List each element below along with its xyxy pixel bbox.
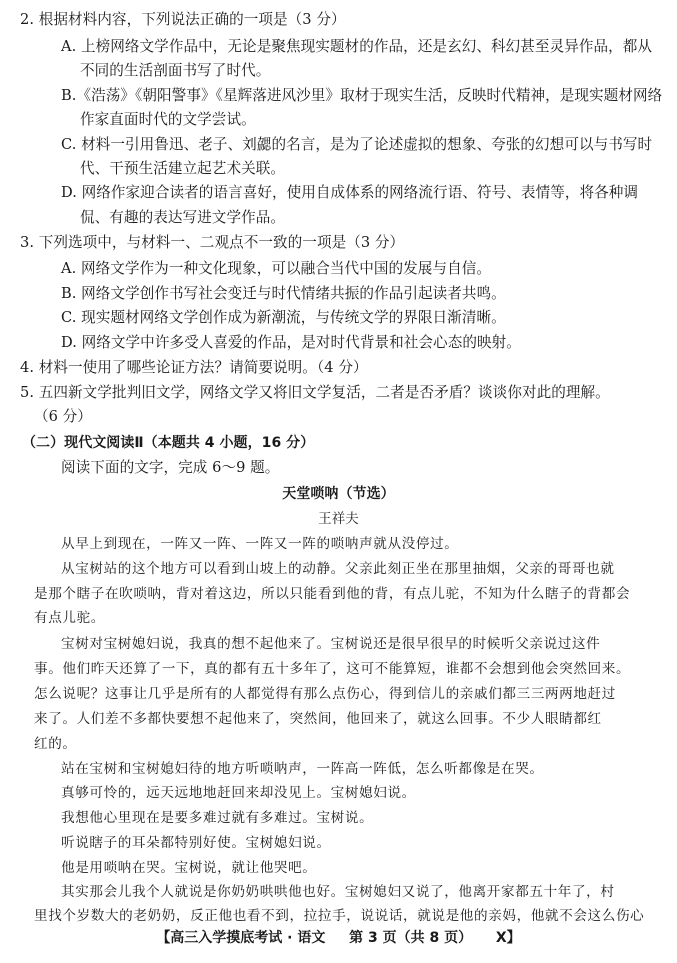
question-2-option-b-cont: 作家直面时代的文学尝试。 [80, 111, 256, 128]
article-line: 有点儿驼。 [34, 610, 105, 626]
question-3-option-b: B. 网络文学创作书写社会变迁与时代情绪共振的作品引起读者共鸣。 [61, 285, 506, 302]
article-line: 来了。人们差不多都快要想不起他来了，突然间，他回来了，就这么回事。不少人眼睛都红 [34, 711, 602, 727]
article-line: 听说瞎子的耳朵都特别好使。宝树媳妇说。 [61, 835, 331, 851]
question-2-stem: 2. 根据材料内容，下列说法正确的一项是（3 分） [20, 11, 346, 28]
question-2-option-b: B.《浩荡》《朝阳警事》《星辉落进风沙里》取材于现实生活，反映时代精神，是现实题材网络 [61, 87, 663, 104]
article-line: 他是用唢呐在哭。宝树说，就让他哭吧。 [61, 860, 317, 876]
question-2-option-c: C. 材料一引用鲁迅、老子、刘勰的名言，是为了论述虚拟的想象、夸张的幻想可以与书写时 [61, 136, 653, 153]
article-line: 是那个瞎子在吹唢呐，背对着这边，所以只能看到他的背，有点儿驼，不知为什么瞎子的背都会 [34, 586, 631, 602]
question-2-option-a-cont: 不同的生活剖面书写了时代。 [80, 62, 271, 79]
article-line: 里找个岁数大的老奶奶，反正他也看不到，拉拉手，说说话，就说是他的亲妈，他就不会这么伤心 [34, 908, 645, 924]
question-3-stem: 3. 下列选项中，与材料一、二观点不一致的一项是（3 分） [20, 234, 405, 251]
section-heading: （二）现代文阅读Ⅱ（本题共 4 小题，16 分） [22, 435, 315, 451]
question-4-stem: 4. 材料一使用了哪些论证方法？请简要说明。（4 分） [20, 359, 368, 376]
question-2-option-d-cont: 侃、有趣的表达写进文学作品。 [80, 209, 286, 226]
section-instruction: 阅读下面的文字，完成 6～9 题。 [61, 459, 280, 476]
article-line: 其实那会儿我个人就说是你奶奶哄哄他也好。宝树媳妇又说了，他离开家都五十年了，村 [61, 884, 615, 900]
question-3-option-d: D. 网络文学中许多受人喜爱的作品，是对时代背景和社会心态的映射。 [61, 334, 521, 351]
article-line: 从早上到现在，一阵又一阵、一阵又一阵的唢呐声就从没停过。 [61, 536, 459, 552]
article-title: 天堂唢呐（节选） [282, 486, 395, 502]
footer-page-number: 第 3 页（共 8 页） [349, 930, 473, 946]
article-line: 我想他心里现在是要多难过就有多难过。宝树说。 [61, 810, 374, 826]
question-5-stem: 5. 五四新文学批判旧文学，网络文学又将旧文学复活，二者是否矛盾？谈谈你对此的理解。 [20, 384, 610, 401]
question-2-option-a: A. 上榜网络文学作品中，无论是聚焦现实题材的作品，还是玄幻、科幻甚至灵异作品，都从 [61, 38, 653, 55]
page-footer [0, 928, 677, 948]
article-line: 真够可怜的，远天远地地赶回来却没见上。宝树媳妇说。 [61, 785, 416, 801]
article-line: 红的。 [34, 736, 77, 752]
article-line: 宝树对宝树媳妇说，我真的想不起他来了。宝树说还是很早很早的时候听父亲说过这件 [61, 636, 601, 652]
article-line: 站在宝树和宝树媳妇待的地方听唢呐声，一阵高一阵低，怎么听都像是在哭。 [61, 761, 544, 777]
question-3-option-c: C. 现实题材网络文学创作成为新潮流，与传统文学的界限日渐清晰。 [61, 309, 506, 326]
question-2-option-d: D. 网络作家迎合读者的语言喜好，使用自成体系的网络流行语、符号、表情等，将各种调 [61, 184, 639, 201]
footer-code: X】 [495, 930, 521, 946]
question-2-option-c-cont: 代、干预生活建立起艺术关联。 [80, 160, 286, 177]
article-line: 怎么说呢？这事让几乎是所有的人都觉得有那么点伤心，得到信儿的亲戚们都三三两两地赶过 [34, 686, 616, 702]
question-5-points: （6 分） [34, 408, 92, 425]
article-author: 王祥夫 [318, 511, 359, 527]
question-3-option-a: A. 网络文学作为一种文化现象，可以融合当代中国的发展与自信。 [61, 260, 491, 277]
footer-exam-name: 【高三入学摸底考试 · 语文 [156, 930, 326, 946]
article-line: 从宝树站的这个地方可以看到山坡上的动静。父亲此刻正坐在那里抽烟，父亲的哥哥也就 [61, 561, 615, 577]
article-line: 事。他们昨天还算了一下，真的都有五十多年了，这可不能算短，谁都不会想到他会突然回来。 [34, 661, 631, 677]
